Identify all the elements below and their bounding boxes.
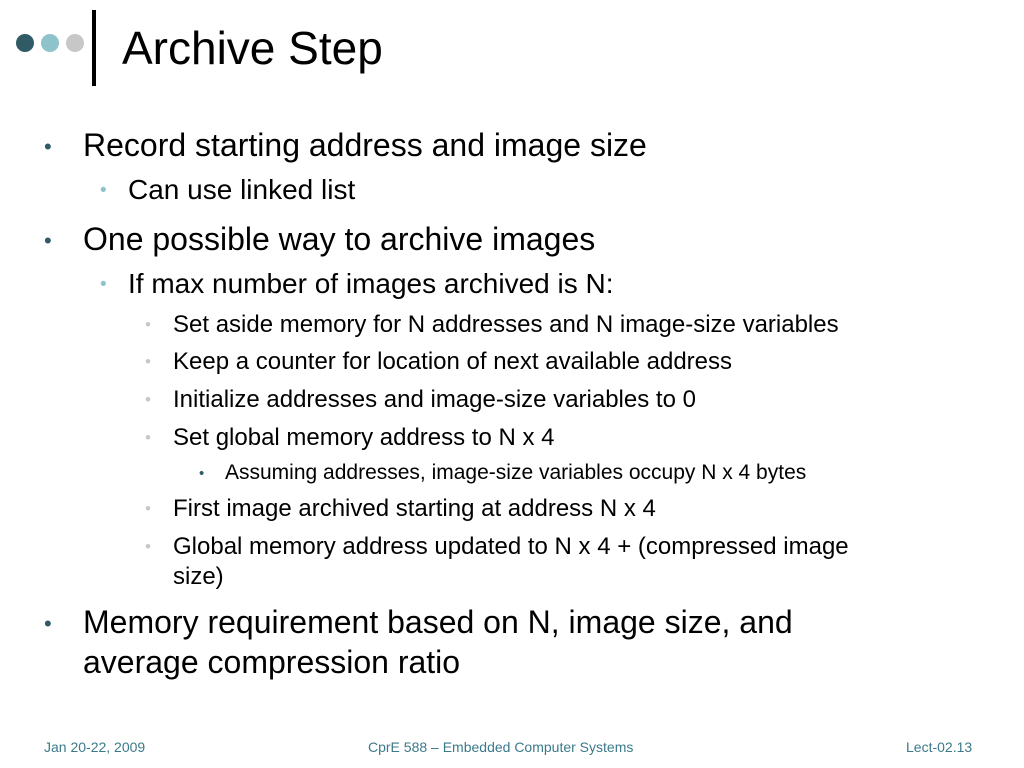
bullet-text: Can use linked list xyxy=(128,174,356,205)
bullet-text-continuation: average compression ratio xyxy=(83,644,461,680)
bullet-marker: • xyxy=(100,274,107,295)
bullet-text: Set global memory address to N x 4 xyxy=(173,424,555,451)
bullet-text: Assuming addresses, image-size variables occupy N x 4 bytes xyxy=(225,461,807,484)
footer-date: Jan 20-22, 2009 xyxy=(44,739,146,755)
bullet-text-continuation: size) xyxy=(173,563,224,590)
bullet-marker: • xyxy=(199,465,205,482)
bullet-text: First image archived starting at address N x 4 xyxy=(173,495,656,522)
bullet-text: Global memory address updated to N x 4 + (compressed image xyxy=(173,533,849,560)
bullet-marker: • xyxy=(100,180,107,201)
bullet-marker: • xyxy=(145,537,151,556)
bullet-marker: • xyxy=(145,315,151,334)
bullet-marker: • xyxy=(145,499,151,518)
bullet-marker: • xyxy=(145,390,151,409)
bullet-marker: • xyxy=(44,228,52,253)
slide-title: Archive Step xyxy=(122,22,383,74)
bullet-marker: • xyxy=(44,611,52,636)
bullet-text: Memory requirement based on N, image size, and xyxy=(83,604,793,640)
bullet-text: Initialize addresses and image-size variables to 0 xyxy=(173,386,696,413)
footer-lecture-number: Lect-02.13 xyxy=(906,739,973,755)
bullet-marker: • xyxy=(145,352,151,371)
bullet-marker: • xyxy=(145,428,151,447)
bullet-marker: • xyxy=(44,134,52,159)
footer-course-title: CprE 588 – Embedded Computer Systems xyxy=(368,739,634,755)
bullet-text: Record starting address and image size xyxy=(83,127,647,163)
bullet-text: Set aside memory for N addresses and N image-size variables xyxy=(173,311,839,338)
bullet-text: One possible way to archive images xyxy=(83,221,596,257)
bullet-text: Keep a counter for location of next available address xyxy=(173,348,733,375)
bullet-text: If max number of images archived is N: xyxy=(128,268,614,299)
